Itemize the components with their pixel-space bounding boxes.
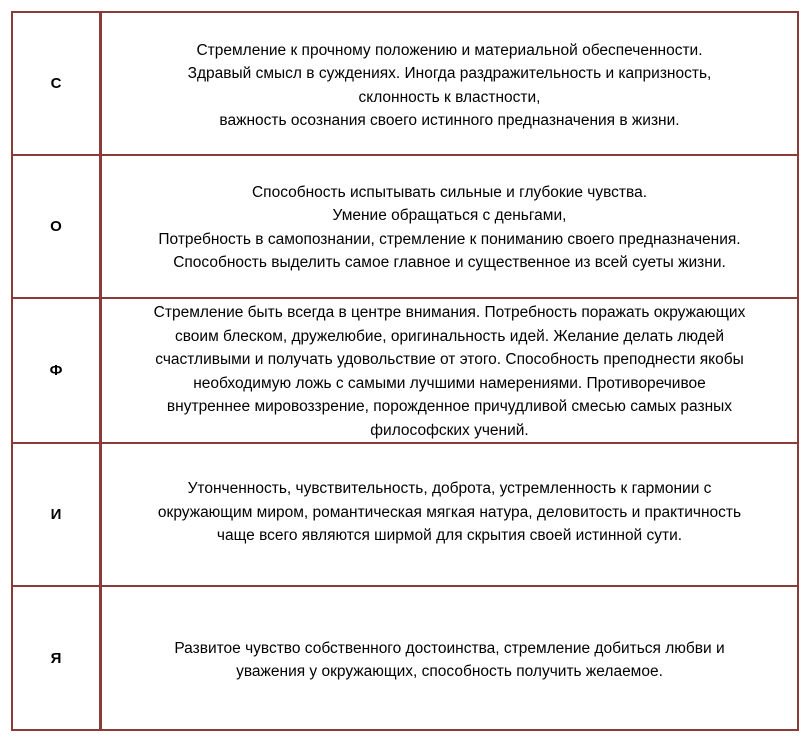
description-line: счастливыми и получать удовольствие от этого. Способность преподнести якобы xyxy=(155,351,744,368)
description-text xyxy=(188,39,712,133)
table-row xyxy=(13,587,797,729)
description-text xyxy=(158,181,740,275)
description-line: внутреннее мировоззрение, порожденное причудливой смесью самых разных xyxy=(166,398,733,415)
description-line: важность осознания своего истинного предназначения в жизни. xyxy=(219,112,680,129)
letter-cell: О xyxy=(13,156,102,297)
description-line: Стремление к прочному положению и материальной обеспеченности. xyxy=(196,41,703,59)
description-cell xyxy=(102,444,797,585)
table-row xyxy=(13,299,797,444)
description-line: своим блеском, дружелюбие, оригинальность идей. Желание делать людей xyxy=(175,327,724,345)
letter-meaning-table xyxy=(11,11,799,731)
description-line: уважения у окружающих, способность получить желаемое. xyxy=(236,663,663,680)
description-line: окружающим миром, романтическая мягкая натура, деловитость и практичность xyxy=(157,503,742,521)
description-cell xyxy=(102,299,797,442)
description-cell xyxy=(102,13,797,154)
description-line: необходимую ложь с самыми лучшими намерениями. Противоречивое xyxy=(193,374,706,392)
description-line: Потребность в самопознании, стремление к пониманию своего предназначения. xyxy=(158,230,741,248)
table-row xyxy=(13,444,797,587)
description-line: Умение обращаться с деньгами, xyxy=(332,207,567,224)
description-cell xyxy=(102,156,797,297)
description-text xyxy=(174,637,724,684)
description-line: склонность к властности, xyxy=(358,88,541,106)
description-text xyxy=(158,477,741,548)
description-line: Развитое чувство собственного достоинства, стремление добиться любви и xyxy=(174,639,725,657)
letter-cell: С xyxy=(13,13,102,154)
description-text xyxy=(154,301,746,442)
description-line: Способность испытывать сильные и глубокие чувства. xyxy=(251,183,648,201)
description-line: Утонченность, чувствительность, доброта, устремленность к гармонии с xyxy=(187,480,712,498)
description-cell xyxy=(102,587,797,729)
letter-cell: И xyxy=(13,444,102,585)
table-row xyxy=(13,156,797,299)
description-line: Здравый смысл в суждениях. Иногда раздражительность и капризность, xyxy=(187,65,712,82)
table-row xyxy=(13,13,797,156)
description-line: Стремление быть всегда в центре внимания. Потребность поражать окружающих xyxy=(153,304,746,321)
letter-cell: Я xyxy=(13,587,102,729)
description-line: философских учений. xyxy=(370,421,529,439)
letter-cell: Ф xyxy=(13,299,102,442)
description-line: чаще всего являются ширмой для скрытия своей истинной сути. xyxy=(216,527,683,545)
description-line: Способность выделить самое главное и существенное из всей суеты жизни. xyxy=(173,254,726,271)
